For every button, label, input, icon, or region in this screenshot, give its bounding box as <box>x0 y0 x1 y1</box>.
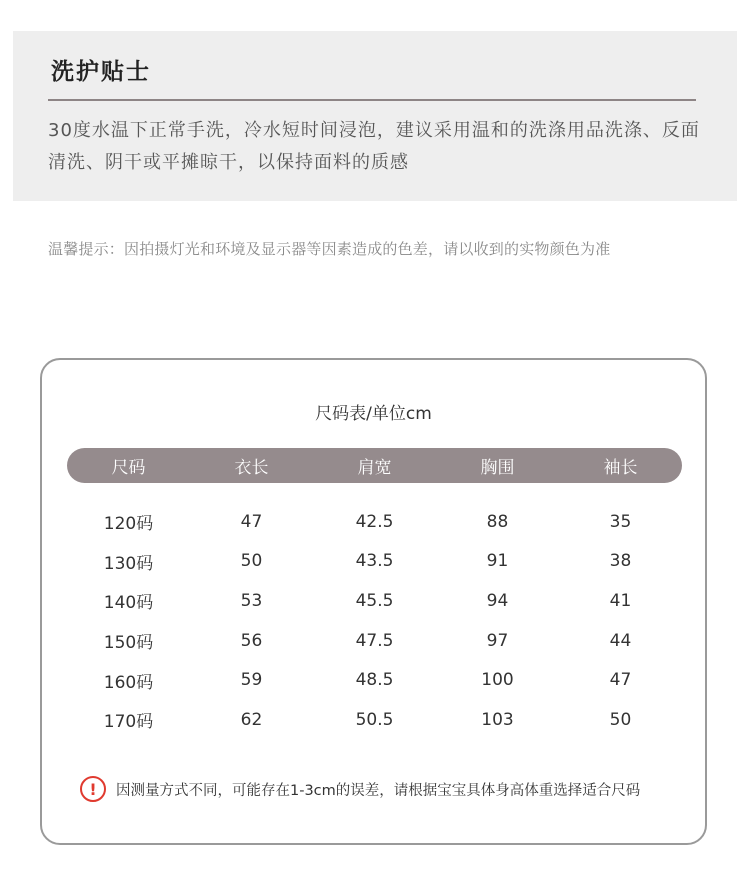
table-row <box>67 581 682 621</box>
cell-size: 150码 <box>103 633 154 654</box>
cell-chest: 94 <box>486 590 509 611</box>
cell-sleeve: 44 <box>609 630 632 651</box>
cell-sleeve: 38 <box>609 551 632 572</box>
cell-sleeve: 47 <box>609 670 632 691</box>
measurement-footnote <box>80 776 640 802</box>
header-shoulder: 肩宽 <box>357 458 392 478</box>
cell-length: 56 <box>240 630 263 651</box>
care-tips-text: 30度水温下正常手洗，冷水短时间浸泡，建议采用温和的洗涤用品洗涤、反面清洗、阴干或平摊晾干，以保持面料的质感 <box>48 120 700 173</box>
cell-chest: 103 <box>481 709 514 730</box>
header-sleeve: 袖长 <box>603 458 638 478</box>
cell-size: 120码 <box>103 514 154 535</box>
size-chart-header <box>67 448 682 483</box>
cell-shoulder: 45.5 <box>355 590 394 611</box>
cell-length: 50 <box>240 551 263 572</box>
cell-size: 130码 <box>103 553 154 574</box>
header-size: 尺码 <box>111 458 146 478</box>
color-notice: 温馨提示：因拍摄灯光和环境及显示器等因素造成的色差，请以收到的实物颜色为准 <box>48 240 611 258</box>
alert-icon: ! <box>80 776 106 802</box>
table-row <box>67 621 682 661</box>
cell-chest: 100 <box>481 670 514 691</box>
cell-length: 62 <box>240 709 263 730</box>
cell-length: 59 <box>240 670 263 691</box>
cell-size: 160码 <box>103 672 154 693</box>
cell-shoulder: 42.5 <box>355 511 394 532</box>
size-chart-rows <box>67 502 682 740</box>
cell-chest: 97 <box>486 630 509 651</box>
cell-size: 170码 <box>103 712 154 733</box>
cell-sleeve: 35 <box>609 511 632 532</box>
header-length: 衣长 <box>234 458 269 478</box>
table-row <box>67 700 682 740</box>
table-row <box>67 660 682 700</box>
cell-sleeve: 50 <box>609 709 632 730</box>
care-tips-divider <box>48 99 696 101</box>
care-tips-panel <box>13 31 737 201</box>
size-chart-card <box>40 358 707 845</box>
table-row <box>67 502 682 542</box>
cell-length: 53 <box>240 590 263 611</box>
size-chart-title: 尺码表/单位cm <box>315 404 432 424</box>
cell-length: 47 <box>240 511 263 532</box>
cell-chest: 88 <box>486 511 509 532</box>
table-row <box>67 542 682 582</box>
cell-chest: 91 <box>486 551 509 572</box>
cell-shoulder: 47.5 <box>355 630 394 651</box>
footnote-text: 因测量方式不同，可能存在1-3cm的误差，请根据宝宝具体身高体重选择适合尺码 <box>116 782 641 799</box>
cell-shoulder: 43.5 <box>355 551 394 572</box>
cell-shoulder: 50.5 <box>355 709 394 730</box>
cell-size: 140码 <box>103 593 154 614</box>
cell-shoulder: 48.5 <box>355 670 394 691</box>
header-chest: 胸围 <box>480 458 515 478</box>
care-tips-title: 洗护贴士 <box>51 59 151 85</box>
cell-sleeve: 41 <box>609 590 632 611</box>
